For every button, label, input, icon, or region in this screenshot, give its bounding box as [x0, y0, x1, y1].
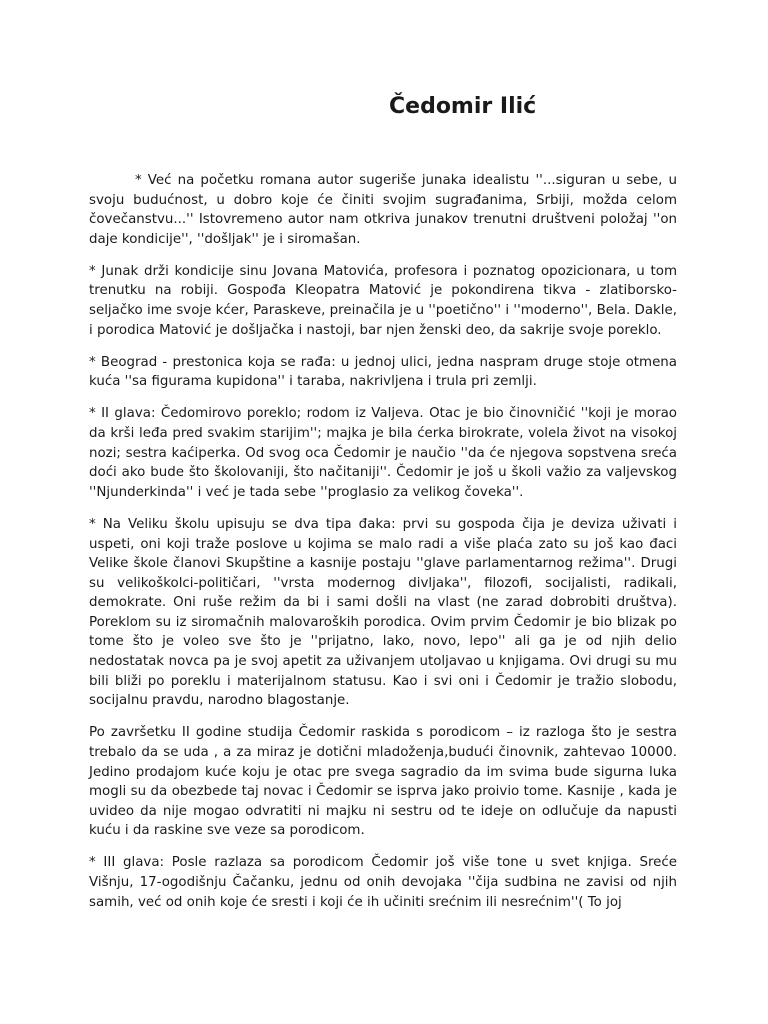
paragraph-7: * III glava: Posle razlaza sa porodicom Čedomir još više tone u svet knjiga. Sreće Višnju, 17-ogodišnju Čačanku, jednu od onih devojaka ''čija sudbina ne zavisi od njih samih, već od onih koje će sresti i koji će ih učiniti srećnim ili nesrećnim''( To joj: [89, 855, 677, 910]
paragraph-3: * Beograd - prestonica koja se rađa: u jednoj ulici, jedna naspram druge stoje otmena kuća ''sa figurama kupidona'' i taraba, nakrivljena i trula pri zemlji.: [89, 354, 677, 390]
paragraph-5: * Na Veliku školu upisuju se dva tipa đaka: prvi su gospoda čija je deviza uživati i uspeti, oni koji traže poslove u kojima se malo radi a više plaća zato su još kao đaci Velike škole članovi Skupštine a kasnije postaju ''glave parlamentarnog režima''. Drugi su velikoškolci-političari, ''vrsta modernog divljaka'', filozofi, socijalisti, radikali, demokrate. Oni ruše režim da bi i sami došli na vlast (ne zarad dobrobiti društva). Poreklom su iz siromačnih malovaroških porodica. Ovim prvim Čedomir je bio blizak po tome što je voleo sve što je ''prijatno, lako, novo, lepo'' ali ga je od njih delio nedostatak novca pa je svoj apetit za uživanjem utoljavao u knjigama. Ovi drugi su mu bili bliži po poreklu i materijalnom statusu. Kao i svi oni i Čedomir je tražio slobodu, socijalnu pravdu, narodno blagostanje.: [89, 516, 677, 709]
paragraph-4: * II glava: Čedomirovo poreklo; rodom iz Valjeva. Otac je bio činovničić ''koji je morao da krši leđa pred svakim starijim''; majka je bila ćerka birokrate, volela život na visokoj nozi; sestra kaćiperka. Od svog oca Čedomir je naučio ''da će njegova sopstvena sreća doći ako bude što školovaniji, što načitaniji''. Čedomir je još u školi važio za valjevskog ''Njunderkinda'' i već je tada sebe ''proglasio za velikog čoveka''.: [89, 406, 677, 500]
document-body: [89, 171, 677, 925]
document-title: Čedomir Ilić: [389, 94, 537, 119]
paragraph-6: Po završetku II godine studija Čedomir raskida s porodicom – iz razloga što je sestra trebalo da se uda , a za miraz je dotični mladoženja,budući činovnik, zahtevao 10000. Jedino prodajom kuće koju je otac pre svega sagradio da im svima bude sigurna luka mogli su da obezbede taj novac i Čedomir se isprva jako proivio tome. Kasnije , kada je uvideo da nije mogao odvratiti ni majku ni sestru od te ideje on odlučuje da napusti kuću i da raskine sve veze sa porodicom.: [89, 725, 677, 839]
paragraph-2: * Junak drži kondicije sinu Jovana Matovića, profesora i poznatog opozicionara, u tom trenutku na robiji. Gospođa Kleopatra Matović je pokondirena tikva - zlatiborsko-seljačko ime svoje kćer, Paraskeve, preinačila je u ''poetično'' i ''moderno'', Bela. Dakle, i porodica Matović je došljačka i nastoji, bar njen ženski deo, da sakrije svoje poreklo.: [89, 263, 677, 338]
paragraph-1: * Već na početku romana autor sugeriše junaka idealistu ''...siguran u sebe, u svoju budućnost, u dobro koje će činiti svojim sugrađanima, Srbiji, možda celom čovečanstvu...'' Istovremeno autor nam otkriva junakov trenutni društveni položaj ''on daje kondicije'', ''došljak'' je i siromašan.: [89, 173, 677, 247]
